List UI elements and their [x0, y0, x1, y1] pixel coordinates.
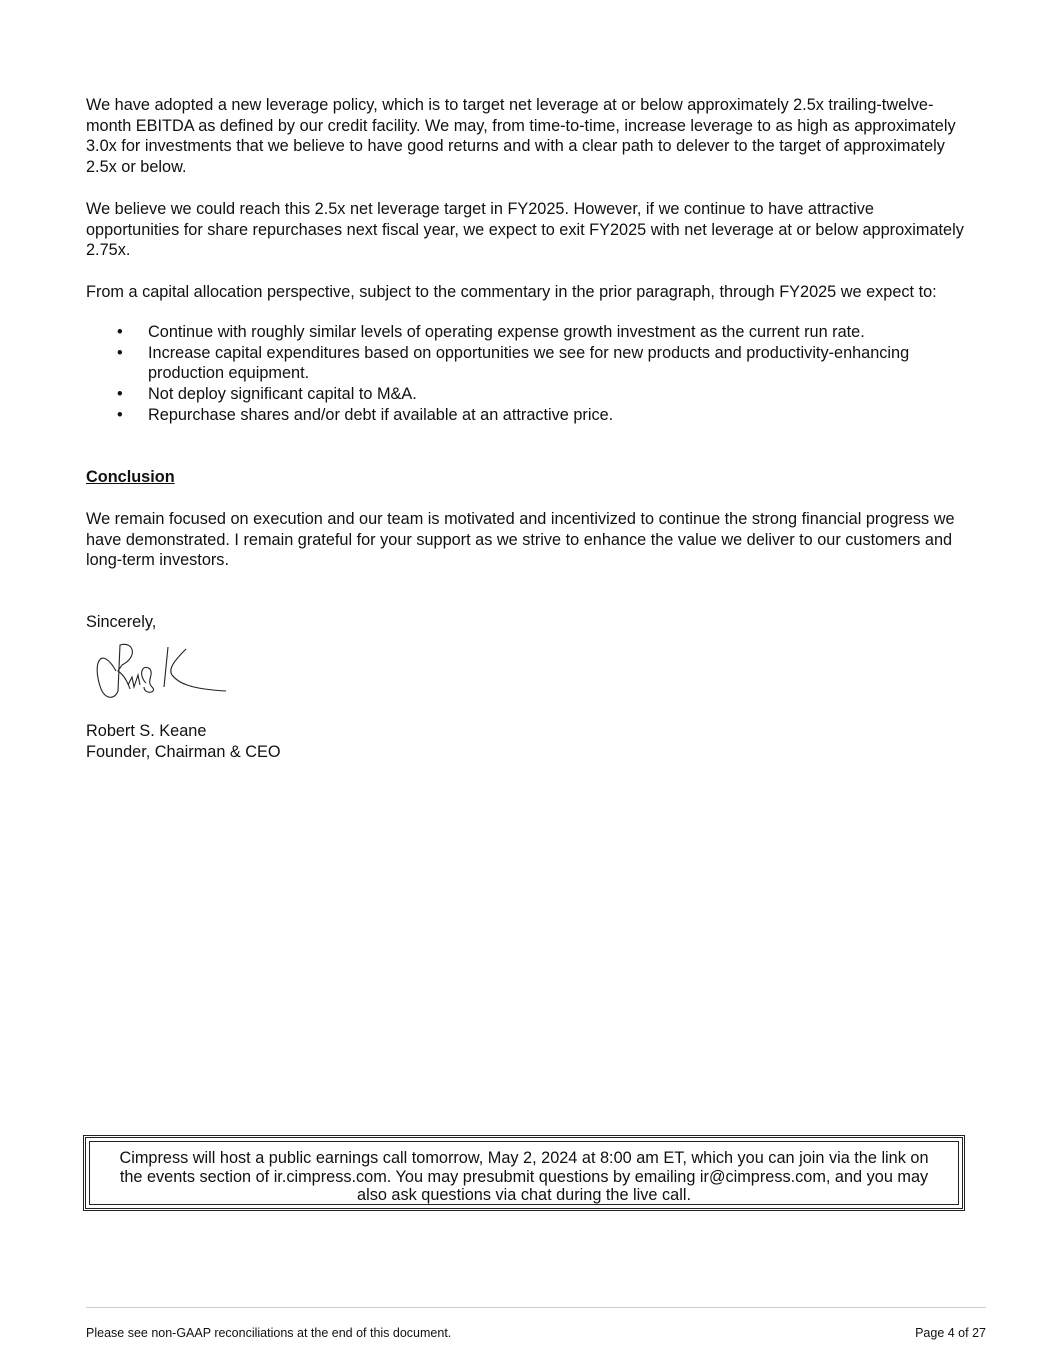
capital-allocation-list [86, 322, 966, 426]
salutation: Sincerely, [86, 613, 157, 631]
conclusion-paragraph: We remain focused on execution and our team is motivated and incentivized to continue the strong financial progress we have demonstrated. I remain grateful for your support as we strive to enhance the value we deliver to our customers and long-term investors. [86, 510, 955, 570]
earnings-call-notice-box [83, 1135, 965, 1211]
leverage-target-paragraph: We believe we could reach this 2.5x net leverage target in FY2025. However, if we continue to have attractive opportunities for share repurchases next fiscal year, we expect to exit FY2025 with net leverage at or below approximately 2.75x. [86, 200, 964, 260]
signatory-name: Robert S. Keane [86, 722, 207, 740]
list-item: • Increase capital expenditures based on opportunities we see for new products and productivity-enhancing production equipment. [117, 343, 910, 383]
footer-divider [86, 1307, 986, 1308]
earnings-call-notice: Cimpress will host a public earnings call tomorrow, May 2, 2024 at 8:00 am ET, which you can join via the link on the events section of ir.cimpress.com. You may presubmit questions by emailing ir@cimpress.com, and you may also ask questions via chat during the live call. [119, 1149, 929, 1205]
signatory-title: Founder, Chairman & CEO [86, 743, 281, 761]
signature-icon [94, 641, 234, 705]
list-item: • Not deploy significant capital to M&A. [117, 385, 417, 404]
bullet-icon: • [117, 323, 123, 341]
page-number: Page 4 of 27 [915, 1326, 986, 1340]
footer-note: Please see non-GAAP reconciliations at the end of this document. [86, 1326, 452, 1340]
capital-allocation-intro: From a capital allocation perspective, subject to the commentary in the prior paragraph, through FY2025 we expect to: [86, 283, 937, 301]
list-item: • Continue with roughly similar levels of operating expense growth investment as the current run rate. [117, 323, 865, 341]
conclusion-heading: Conclusion [86, 468, 175, 486]
bullet-icon: • [117, 405, 123, 424]
bullet-icon: • [117, 343, 123, 362]
leverage-policy-paragraph: We have adopted a new leverage policy, which is to target net leverage at or below approximately 2.5x trailing-twelve-month EBITDA as defined by our credit facility. We may, from time-to-time, increase leverage to as high as approximately 3.0x for investments that we believe to have good returns and with a clear path to delever to the target of approximately 2.5x or below. [86, 96, 956, 177]
list-item: • Repurchase shares and/or debt if available at an attractive price. [117, 405, 614, 424]
bullet-icon: • [117, 385, 123, 404]
